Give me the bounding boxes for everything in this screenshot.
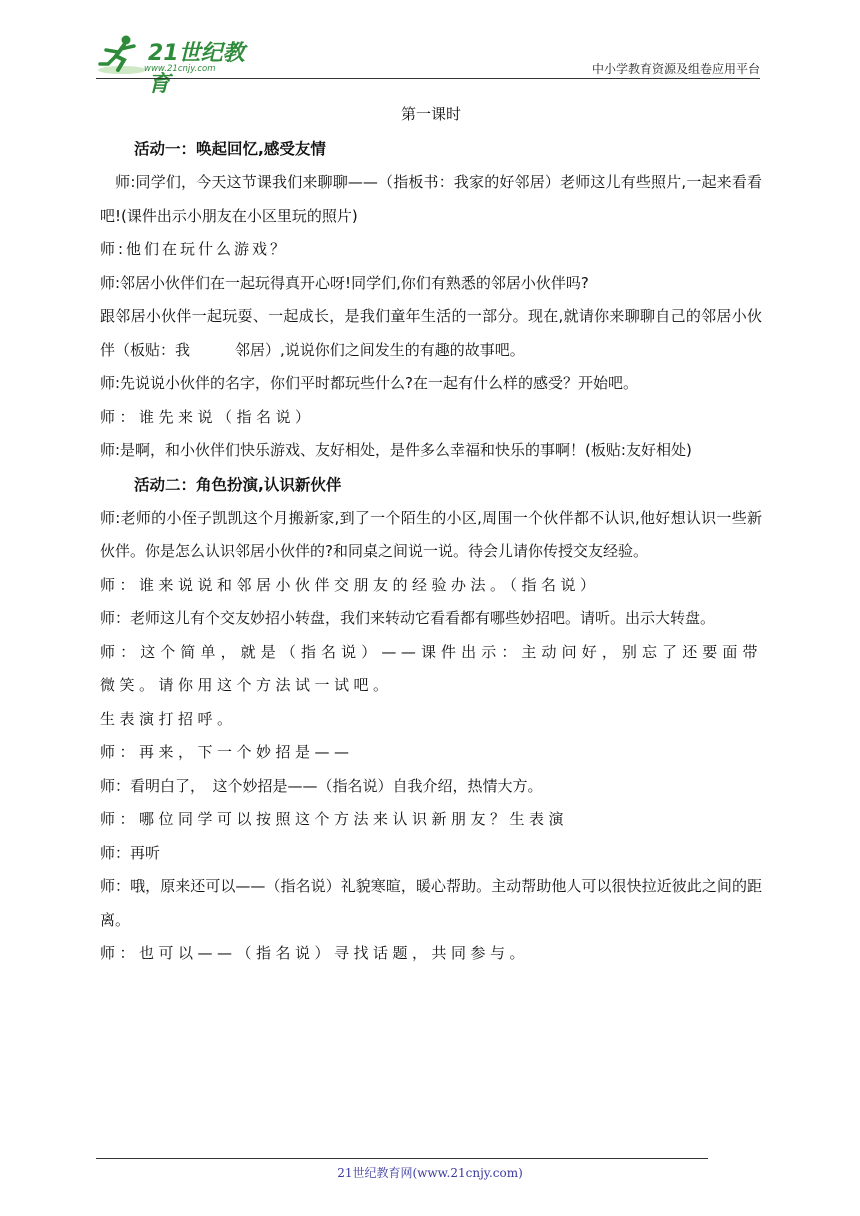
paragraph: 师：哪位同学可以按照这个方法来认识新朋友？生表演: [100, 810, 569, 828]
paragraph: 师：看明白了， 这个妙招是——（指名说）自我介绍，热情大方。: [100, 776, 543, 795]
document-sections: [100, 132, 762, 971]
paragraph: 师:邻居小伙伴们在一起玩得真开心呀!同学们,你们有熟悉的邻居小伙伴吗?: [100, 273, 589, 292]
paragraph: 师：再听: [100, 843, 161, 862]
paragraph: 跟邻居小伙伴一起玩耍、一起成长，是我们童年生活的一部分。现在,就请你来聊聊自己的邻居小伙伴（板贴：我 邻居）,说说你们之间发生的有趣的故事吧。: [100, 307, 762, 359]
paragraph: 师:他们在玩什么游戏？: [100, 240, 289, 258]
paragraph: 师:是啊，和小伙伴们快乐游戏、友好相处，是件多么幸福和快乐的事啊！(板贴:友好相处): [100, 441, 692, 459]
paragraph: 师：谁先来说（指名说）: [100, 407, 315, 426]
header-divider: [96, 78, 760, 79]
section-heading: 活动二：角色扮演,认识新伙伴: [134, 475, 342, 494]
footer-divider: [96, 1158, 708, 1159]
paragraph: 生表演打招呼。: [100, 709, 237, 728]
running-figure-icon: [96, 34, 148, 76]
footer-link[interactable]: 21世纪教育网(www.21cnjy.com): [337, 1166, 523, 1180]
paragraph: 师:先说说小伙伴的名字，你们平时都玩些什么?在一起有什么样的感受？开始吧。: [100, 374, 639, 392]
section-heading: 活动一：唤起回忆,感受友情: [134, 140, 326, 158]
paragraph: 师：也可以——（指名说）寻找话题，共同参与。: [100, 944, 530, 962]
site-logo[interactable]: [96, 32, 266, 97]
logo-text: 21世纪教育: [148, 41, 245, 97]
document-body: [100, 96, 762, 971]
paragraph: 师：这个简单，就是（指名说）——课件出示：主动问好，别忘了还要面带微笑。请你用这个方法试一试吧。: [100, 642, 762, 694]
document-title: 第一课时: [400, 105, 461, 123]
paragraph: 师:老师的小侄子凯凯这个月搬新家,到了一个陌生的小区,周围一个伙伴都不认识,他好想认识一些新伙伴。你是怎么认识邻居小伙伴的?和同桌之间说一说。待会儿请你传授交友经验。: [100, 508, 762, 560]
page-header: [96, 32, 760, 97]
paragraph: 师：哦，原来还可以——（指名说）礼貌寒暄，暖心帮助。主动帮助他人可以很快拉近彼此之间的距离。: [100, 877, 762, 929]
platform-label: 中小学教育资源及组卷应用平台: [591, 62, 760, 76]
paragraph: 师：谁来说说和邻居小伙伴交朋友的经验办法。（指名说）: [100, 575, 600, 594]
logo-url: www.21cnjy.com: [144, 64, 216, 74]
paragraph: 师：再来，下一个妙招是——: [100, 743, 354, 761]
paragraph: 师:同学们，今天这节课我们来聊聊——（指板书：我家的好邻居）老师这儿有些照片,一起来看看吧!(课件出示小朋友在小区里玩的照片): [100, 173, 762, 225]
paragraph: 师：老师这儿有个交友妙招小转盘，我们来转动它看看都有哪些妙招吧。请听。出示大转盘。: [100, 609, 716, 627]
